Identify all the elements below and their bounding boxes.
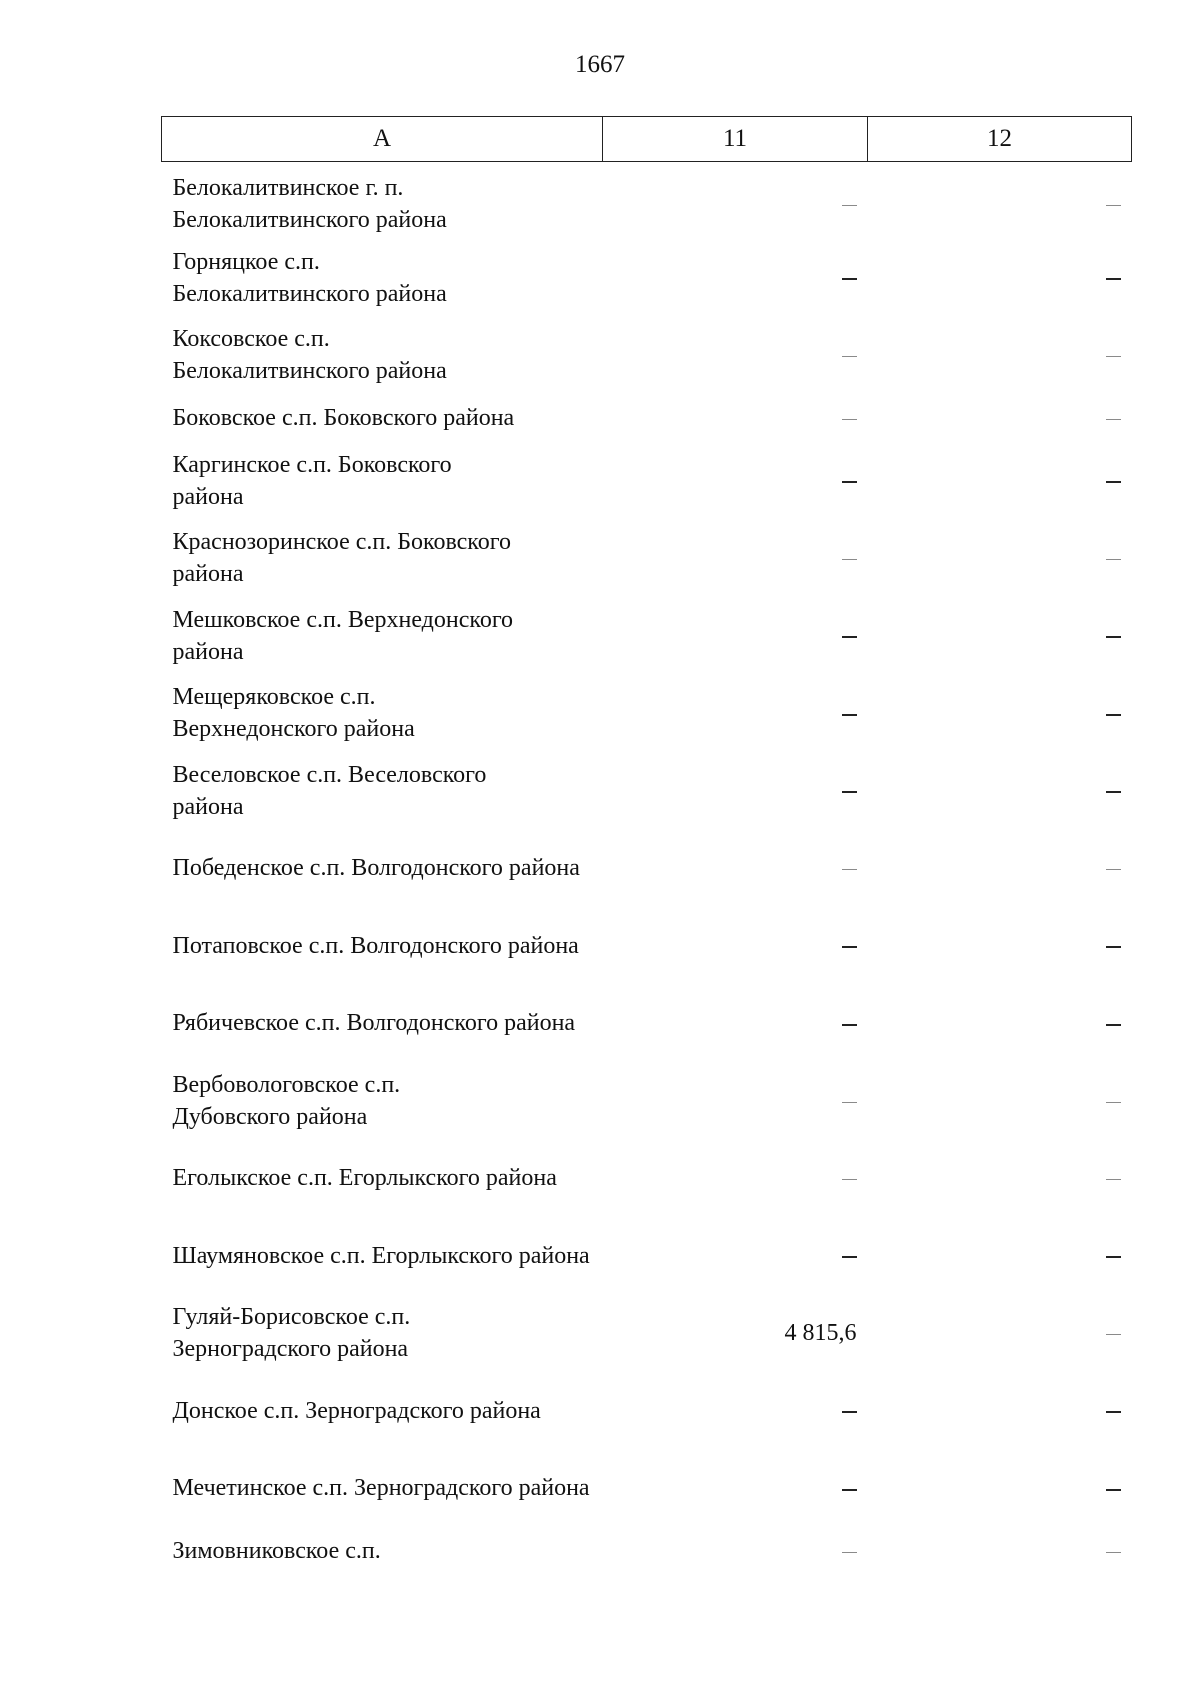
row-col12-value	[868, 1527, 1132, 1575]
table-row	[162, 394, 1132, 442]
row-col11-value	[603, 1062, 868, 1140]
row-col11-value	[603, 675, 868, 753]
table-row	[162, 317, 1132, 395]
row-name: Шаумяновское с.п. Егорлыкского района	[172, 1242, 590, 1269]
table-row	[162, 1217, 1132, 1295]
row-col11-value	[603, 830, 868, 908]
table-row	[162, 1140, 1132, 1218]
row-name: Донское с.п. Зерноградского района	[172, 1397, 541, 1424]
row-name: Коксовское с.п. Белокалитвинского района	[172, 326, 447, 385]
row-col11-value	[603, 442, 868, 520]
table-row	[162, 1372, 1132, 1450]
dash-mark	[842, 636, 857, 638]
header-row	[162, 117, 1132, 162]
row-col12-value	[868, 1140, 1132, 1218]
dash-mark	[842, 946, 857, 948]
row-col12-value	[868, 239, 1132, 317]
row-name: Зимовниковское с.п.	[172, 1538, 381, 1564]
dash-mark	[1106, 481, 1121, 483]
row-name: Краснозоринское с.п. Боковского района	[172, 529, 511, 588]
row-col11-value	[603, 520, 868, 598]
row-name: Рябичевское с.п. Волгодонского района	[172, 1010, 576, 1037]
row-col12-value	[868, 1372, 1132, 1450]
dash-mark	[842, 1102, 857, 1103]
row-name: Вербовологовское с.п. Дубовского района	[172, 1071, 401, 1130]
row-col11-value	[603, 597, 868, 675]
dash-mark	[1106, 205, 1121, 206]
row-col12-value	[868, 752, 1132, 830]
row-name: Боковское с.п. Боковского района	[172, 405, 515, 431]
row-name: Гуляй-Борисовское с.п. Зерноградского района	[172, 1304, 411, 1363]
header-cell-12: 12	[868, 117, 1132, 162]
row-col12-value	[868, 597, 1132, 675]
table-row	[162, 1295, 1132, 1373]
dash-mark	[1106, 946, 1121, 948]
dash-mark	[1106, 278, 1121, 280]
table-row	[162, 442, 1132, 520]
row-col12-value	[868, 520, 1132, 598]
row-col11-value	[603, 1372, 868, 1450]
row-col11-value	[603, 1217, 868, 1295]
row-col11-value	[603, 317, 868, 395]
dash-mark	[842, 481, 857, 483]
data-table	[161, 116, 1132, 1575]
row-name: Мешковское с.п. Верхнедонского района	[172, 606, 514, 665]
row-name: Веселовское с.п. Веселовского района	[172, 761, 487, 820]
dash-mark	[842, 1489, 857, 1491]
row-col12-value	[868, 162, 1132, 240]
dash-mark	[1106, 714, 1121, 716]
row-name: Еголыкское с.п. Егорлыкского района	[172, 1165, 557, 1192]
row-col12-value	[868, 907, 1132, 985]
row-col11-value	[603, 1527, 868, 1575]
dash-mark	[842, 791, 857, 793]
dash-mark	[1106, 419, 1121, 420]
table-row	[162, 985, 1132, 1063]
row-name: Белокалитвинское г. п. Белокалитвинского района	[172, 175, 447, 233]
row-col11-value	[603, 907, 868, 985]
dash-mark	[1106, 1102, 1121, 1103]
row-col11-value	[603, 1450, 868, 1528]
row-col11-value	[603, 985, 868, 1063]
dash-mark	[1106, 1024, 1121, 1026]
dash-mark	[1106, 636, 1121, 638]
table-body	[162, 162, 1132, 1576]
row-name: Потаповское с.п. Волгодонского района	[172, 932, 579, 959]
table-row	[162, 675, 1132, 753]
row-name: Мещеряковское с.п. Верхнедонского района	[172, 684, 415, 743]
row-col11-value	[603, 752, 868, 830]
dash-mark	[1106, 559, 1121, 560]
row-name: Горняцкое с.п. Белокалитвинского района	[172, 248, 447, 307]
dash-mark	[1106, 791, 1121, 793]
table-row	[162, 520, 1132, 598]
table-row	[162, 597, 1132, 675]
dash-mark	[842, 419, 857, 420]
dash-mark	[1106, 1256, 1121, 1258]
table-row	[162, 830, 1132, 908]
row-col12-value	[868, 317, 1132, 395]
dash-mark	[842, 869, 857, 870]
header-cell-a: А	[162, 117, 603, 162]
table-header	[162, 117, 1132, 162]
dash-mark	[1106, 1411, 1121, 1413]
dash-mark	[842, 278, 857, 280]
row-col11-value: 4 815,6	[784, 1320, 857, 1347]
dash-mark	[1106, 1552, 1121, 1553]
dash-mark	[842, 1179, 857, 1180]
table-row	[162, 1450, 1132, 1528]
row-col12-value	[868, 1450, 1132, 1528]
row-col12-value	[868, 830, 1132, 908]
row-name: Победенское с.п. Волгодонского района	[172, 855, 580, 882]
dash-mark	[1106, 1489, 1121, 1491]
row-col11-value	[603, 162, 868, 240]
table-row	[162, 1062, 1132, 1140]
dash-mark	[1106, 1179, 1121, 1180]
row-col11-value	[603, 394, 868, 442]
dash-mark	[842, 714, 857, 716]
dash-mark	[1106, 869, 1121, 870]
dash-mark	[842, 1552, 857, 1553]
row-col12-value	[868, 1217, 1132, 1295]
table-row	[162, 907, 1132, 985]
row-name: Мечетинское с.п. Зерноградского района	[172, 1475, 590, 1502]
row-col12-value	[868, 1295, 1132, 1373]
row-col12-value	[868, 394, 1132, 442]
table-row	[162, 752, 1132, 830]
dash-mark	[842, 1256, 857, 1258]
header-cell-11: 11	[603, 117, 868, 162]
dash-mark	[842, 559, 857, 560]
dash-mark	[842, 1411, 857, 1413]
dash-mark	[842, 356, 857, 357]
table-row	[162, 162, 1132, 240]
row-col12-value	[868, 675, 1132, 753]
table-row	[162, 1527, 1132, 1575]
dash-mark	[842, 1024, 857, 1026]
row-col11-value	[603, 1140, 868, 1218]
row-col11-value	[603, 239, 868, 317]
table-row	[162, 239, 1132, 317]
dash-mark	[1106, 356, 1121, 357]
row-name: Каргинское с.п. Боковского района	[172, 451, 452, 510]
dash-mark	[842, 205, 857, 206]
row-col12-value	[868, 985, 1132, 1063]
dash-mark	[1106, 1334, 1121, 1335]
page-number: 1667	[575, 51, 625, 78]
row-col12-value	[868, 442, 1132, 520]
row-col12-value	[868, 1062, 1132, 1140]
